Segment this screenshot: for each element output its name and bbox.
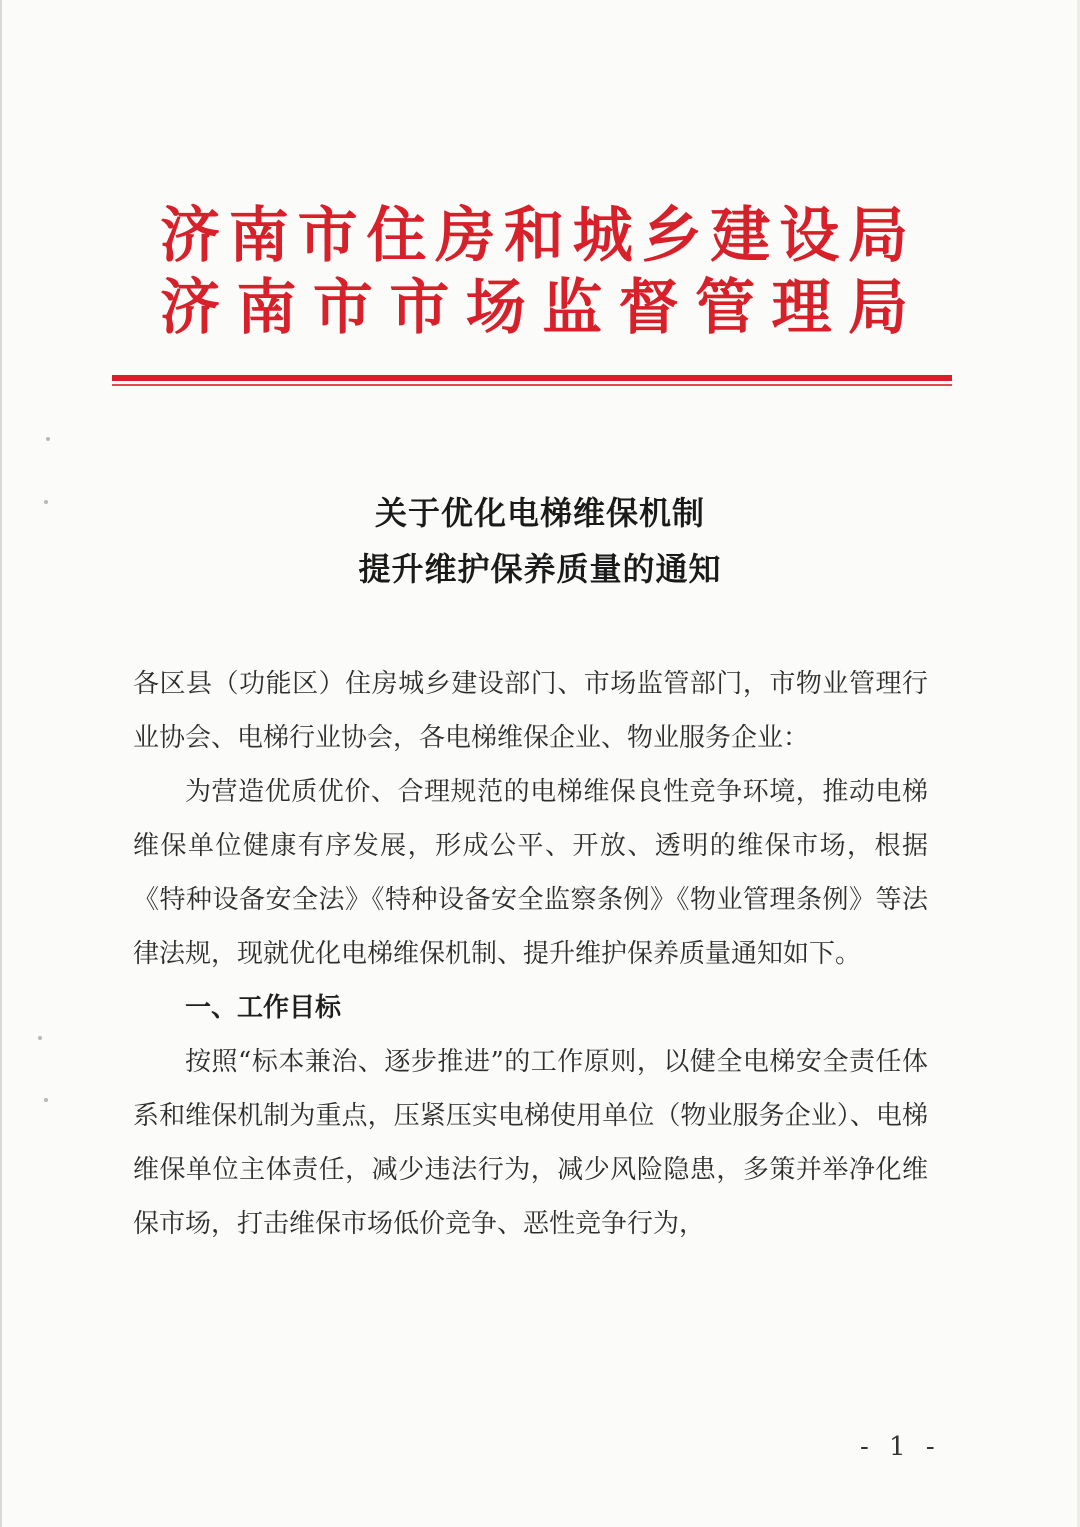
section-1-heading: 一、工作目标: [185, 993, 342, 1023]
notice-title-line-1: 关于优化电梯维保机制: [374, 494, 705, 532]
scan-speck: [44, 500, 48, 504]
issuer-line-1: 济南市住房和城乡建设局: [160, 201, 910, 271]
red-header-rule-thin: [112, 384, 952, 386]
scan-speck: [46, 437, 50, 441]
intro-paragraph: 为营造优质优价、合理规范的电梯维保良性竞争环境，推动电梯维保单位健康有序发展，形成公平、开放、透明的维保市场，根据《特种设备安全法》《特种设备安全监察条例》《物业管理条例》等法律法规，现就优化电梯维保机制、提升维护保养质量通知如下。: [133, 777, 928, 969]
scan-speck: [38, 1036, 42, 1040]
notice-title-line-2: 提升维护保养质量的通知: [358, 550, 722, 588]
addressee-paragraph: 各区县（功能区）住房城乡建设部门、市场监管部门，市物业管理行业协会、电梯行业协会，各电梯维保企业、物业服务企业：: [133, 669, 928, 753]
notice-body: [133, 657, 928, 1251]
scan-speck: [44, 1098, 48, 1102]
page-number: - 1 -: [860, 1432, 941, 1462]
section-1-paragraph: 按照“标本兼治、逐步推进”的工作原则，以健全电梯安全责任体系和维保机制为重点，压紧压实电梯使用单位（物业服务企业）、电梯维保单位主体责任，减少违法行为，减少风险隐患，多策并举净化维保市场，打击维保市场低价竞争、恶性竞争行为，: [133, 1047, 928, 1239]
issuer-line-2: 济南市市场监督管理局: [160, 273, 910, 343]
scan-left-edge: [0, 0, 2, 1527]
red-header-rule: [112, 375, 952, 381]
